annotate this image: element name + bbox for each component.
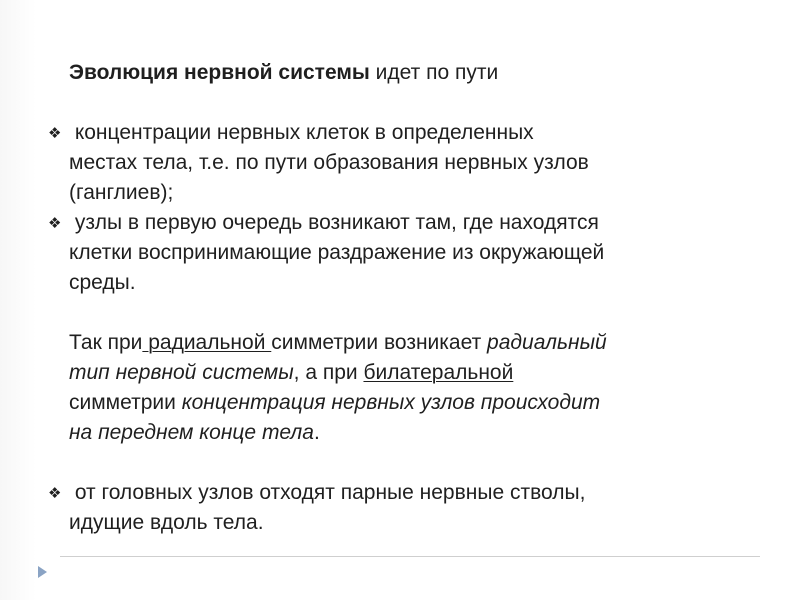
para-line-4 (48, 418, 768, 448)
italic-term: радиальный (487, 331, 607, 354)
para-line-1 (48, 328, 768, 358)
underlined-term-radial: радиальной (142, 331, 272, 354)
underlined-term-bilateral: билатеральной (363, 361, 514, 384)
diamond-bullet-icon: ❖ (48, 215, 62, 232)
bullet-3-line-1 (48, 478, 768, 508)
bullet-3-line-2: идущие вдоль тела. (69, 511, 264, 534)
slide-left-margin (0, 0, 36, 600)
spacer (48, 88, 768, 118)
heading-rest: идет по пути (369, 61, 499, 84)
next-slide-arrow-icon[interactable] (38, 566, 47, 578)
heading-bold: Эволюция нервной системы (69, 61, 370, 84)
heading-line (48, 58, 768, 88)
italic-term: на переднем конце тела (69, 421, 314, 444)
para-text: симметрии (69, 391, 182, 414)
italic-term: концентрация нервных узлов происходит (181, 391, 601, 414)
para-text: . (313, 421, 320, 444)
bullet-1-line-1 (48, 118, 768, 148)
bullet-1-line-2: местах тела, т.е. по пути образования нервных узлов (69, 151, 589, 174)
bullet-1-text-1: концентрации нервных клеток в определенных (69, 121, 534, 144)
para-text: Так при (69, 331, 143, 354)
para-text: , а при (293, 361, 364, 384)
diamond-bullet-icon: ❖ (48, 485, 62, 502)
diamond-bullet-icon: ❖ (48, 125, 62, 142)
para-line-2 (48, 358, 768, 388)
slide-content (48, 58, 768, 538)
bullet-1-line-3: (ганглиев); (69, 181, 174, 204)
bullet-2-line-3: среды. (69, 271, 136, 294)
spacer (48, 298, 768, 328)
italic-term: тип нервной системы (69, 361, 294, 384)
spacer (48, 448, 768, 478)
footer-divider (60, 556, 760, 557)
bullet-2-line-1 (48, 208, 768, 238)
bullet-2-line-2: клетки воспринимающие раздражение из окружающей (69, 241, 605, 264)
para-text: симметрии возникает (271, 331, 488, 354)
para-line-3 (48, 388, 768, 418)
bullet-2-text-1: узлы в первую очередь возникают там, где находятся (69, 211, 599, 234)
bullet-3-text-1: от головных узлов отходят парные нервные стволы, (69, 481, 586, 504)
